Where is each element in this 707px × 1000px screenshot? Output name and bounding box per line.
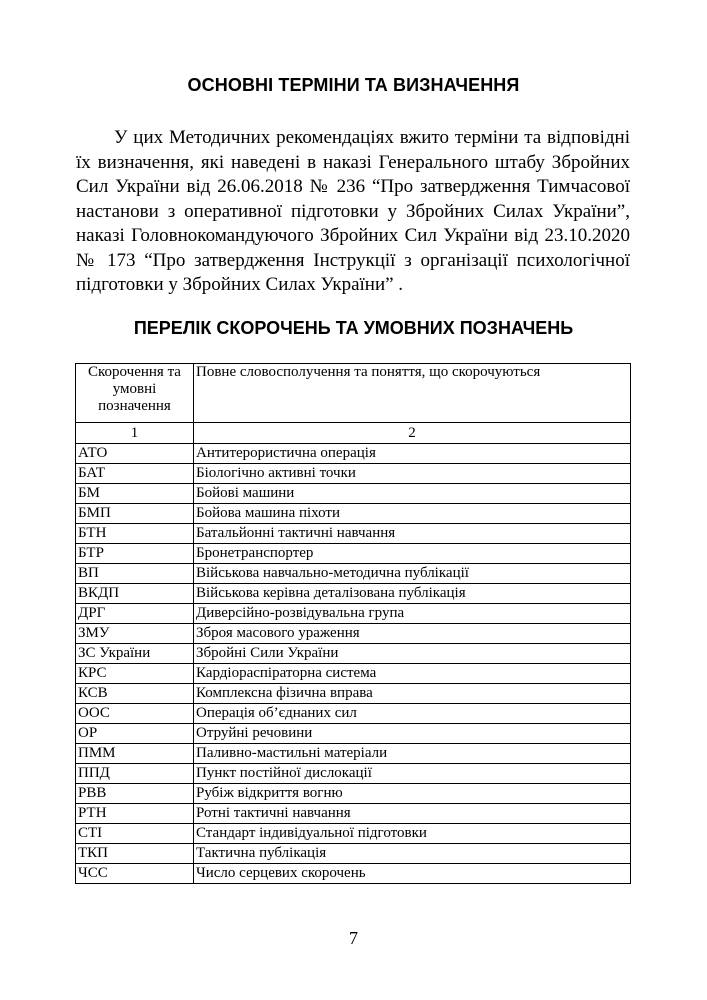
full-term-cell: Тактична публікація [194, 844, 631, 864]
full-term-cell: Військова керівна деталізована публікація [194, 584, 631, 604]
abbreviations-table [75, 363, 631, 884]
section-title-abbreviations: ПЕРЕЛІК СКОРОЧЕНЬ ТА УМОВНИХ ПОЗНАЧЕНЬ [133, 318, 574, 338]
col-number-1: 1 [76, 423, 194, 444]
full-term-cell: Бронетранспортер [194, 544, 631, 564]
col-header-abbreviation: Скорочення та умовні позначення [76, 364, 194, 423]
table-row [76, 824, 631, 844]
full-term-cell: Біологічно активні точки [194, 464, 631, 484]
table-row [76, 564, 631, 584]
abbreviation-cell: БАТ [76, 464, 194, 484]
full-term-cell: Диверсійно-розвідувальна група [194, 604, 631, 624]
full-term-cell: Антитерористична операція [194, 444, 631, 464]
table-column-number-row [76, 423, 631, 444]
abbreviation-cell: ВП [76, 564, 194, 584]
full-term-cell: Зброя масового ураження [194, 624, 631, 644]
abbreviation-cell: ПММ [76, 744, 194, 764]
abbreviation-cell: РВВ [76, 784, 194, 804]
section-title-terms: ОСНОВНІ ТЕРМІНИ ТА ВИЗНАЧЕННЯ [187, 75, 520, 95]
intro-paragraph: У цих Методичних рекомендаціях вжито терміни та відповідні їх визначення, які наведені в наказі Генерального штабу Збройних Сил України від 26.06.2018 № 236 “Про затвердження Тимчасової настанови з оперативної підготовки у Збройних Силах України”, наказі Головнокомандуючого Збройних Сил України від 23.10.2020 № 173 “Про затвердження Інструкції з організації психологічної підготовки у Збройних Силах України” . [76, 127, 630, 295]
col-number-2: 2 [194, 423, 631, 444]
table-row [76, 784, 631, 804]
abbreviation-cell: ЗС України [76, 644, 194, 664]
full-term-cell: Паливно-мастильні матеріали [194, 744, 631, 764]
full-term-cell: Стандарт індивідуальної підготовки [194, 824, 631, 844]
table-row [76, 684, 631, 704]
table-row [76, 524, 631, 544]
abbreviation-cell: БТР [76, 544, 194, 564]
table-row [76, 464, 631, 484]
abbreviation-cell: ОР [76, 724, 194, 744]
table-row [76, 544, 631, 564]
full-term-cell: Бойова машина піхоти [194, 504, 631, 524]
abbreviation-cell: СТІ [76, 824, 194, 844]
abbreviation-cell: БМ [76, 484, 194, 504]
abbreviation-cell: ППД [76, 764, 194, 784]
table-row [76, 604, 631, 624]
abbreviation-cell: ЗМУ [76, 624, 194, 644]
table-row [76, 864, 631, 884]
abbreviation-cell: ЧСС [76, 864, 194, 884]
full-term-cell: Рубіж відкриття вогню [194, 784, 631, 804]
abbreviation-cell: ТКП [76, 844, 194, 864]
table-row [76, 584, 631, 604]
table-row [76, 504, 631, 524]
full-term-cell: Батальйонні тактичні навчання [194, 524, 631, 544]
page-number: 7 [349, 928, 358, 948]
table-row [76, 644, 631, 664]
table-row [76, 724, 631, 744]
full-term-cell: Бойові машини [194, 484, 631, 504]
full-term-cell: Ротні тактичні навчання [194, 804, 631, 824]
abbreviation-cell: ВКДП [76, 584, 194, 604]
abbreviation-cell: КСВ [76, 684, 194, 704]
table-row [76, 484, 631, 504]
abbreviation-cell: ДРГ [76, 604, 194, 624]
full-term-cell: Комплексна фізична вправа [194, 684, 631, 704]
table-row [76, 624, 631, 644]
table-row [76, 744, 631, 764]
col-header-full-term: Повне словосполучення та поняття, що скорочуються [194, 364, 631, 423]
table-row [76, 764, 631, 784]
full-term-cell: Кардіораспіраторна система [194, 664, 631, 684]
full-term-cell: Збройні Сили України [194, 644, 631, 664]
full-term-cell: Військова навчально-методична публікації [194, 564, 631, 584]
table-row [76, 804, 631, 824]
abbreviation-cell: КРС [76, 664, 194, 684]
abbreviation-cell: ООС [76, 704, 194, 724]
abbreviation-cell: БМП [76, 504, 194, 524]
abbreviation-cell: РТН [76, 804, 194, 824]
full-term-cell: Число серцевих скорочень [194, 864, 631, 884]
abbreviation-cell: АТО [76, 444, 194, 464]
full-term-cell: Отруйні речовини [194, 724, 631, 744]
table-row [76, 704, 631, 724]
table-body [76, 444, 631, 884]
full-term-cell: Операція об’єднаних сил [194, 704, 631, 724]
full-term-cell: Пункт постійної дислокації [194, 764, 631, 784]
table-header-row [76, 364, 631, 423]
table-row [76, 444, 631, 464]
table-row [76, 844, 631, 864]
abbreviation-cell: БТН [76, 524, 194, 544]
table-row [76, 664, 631, 684]
